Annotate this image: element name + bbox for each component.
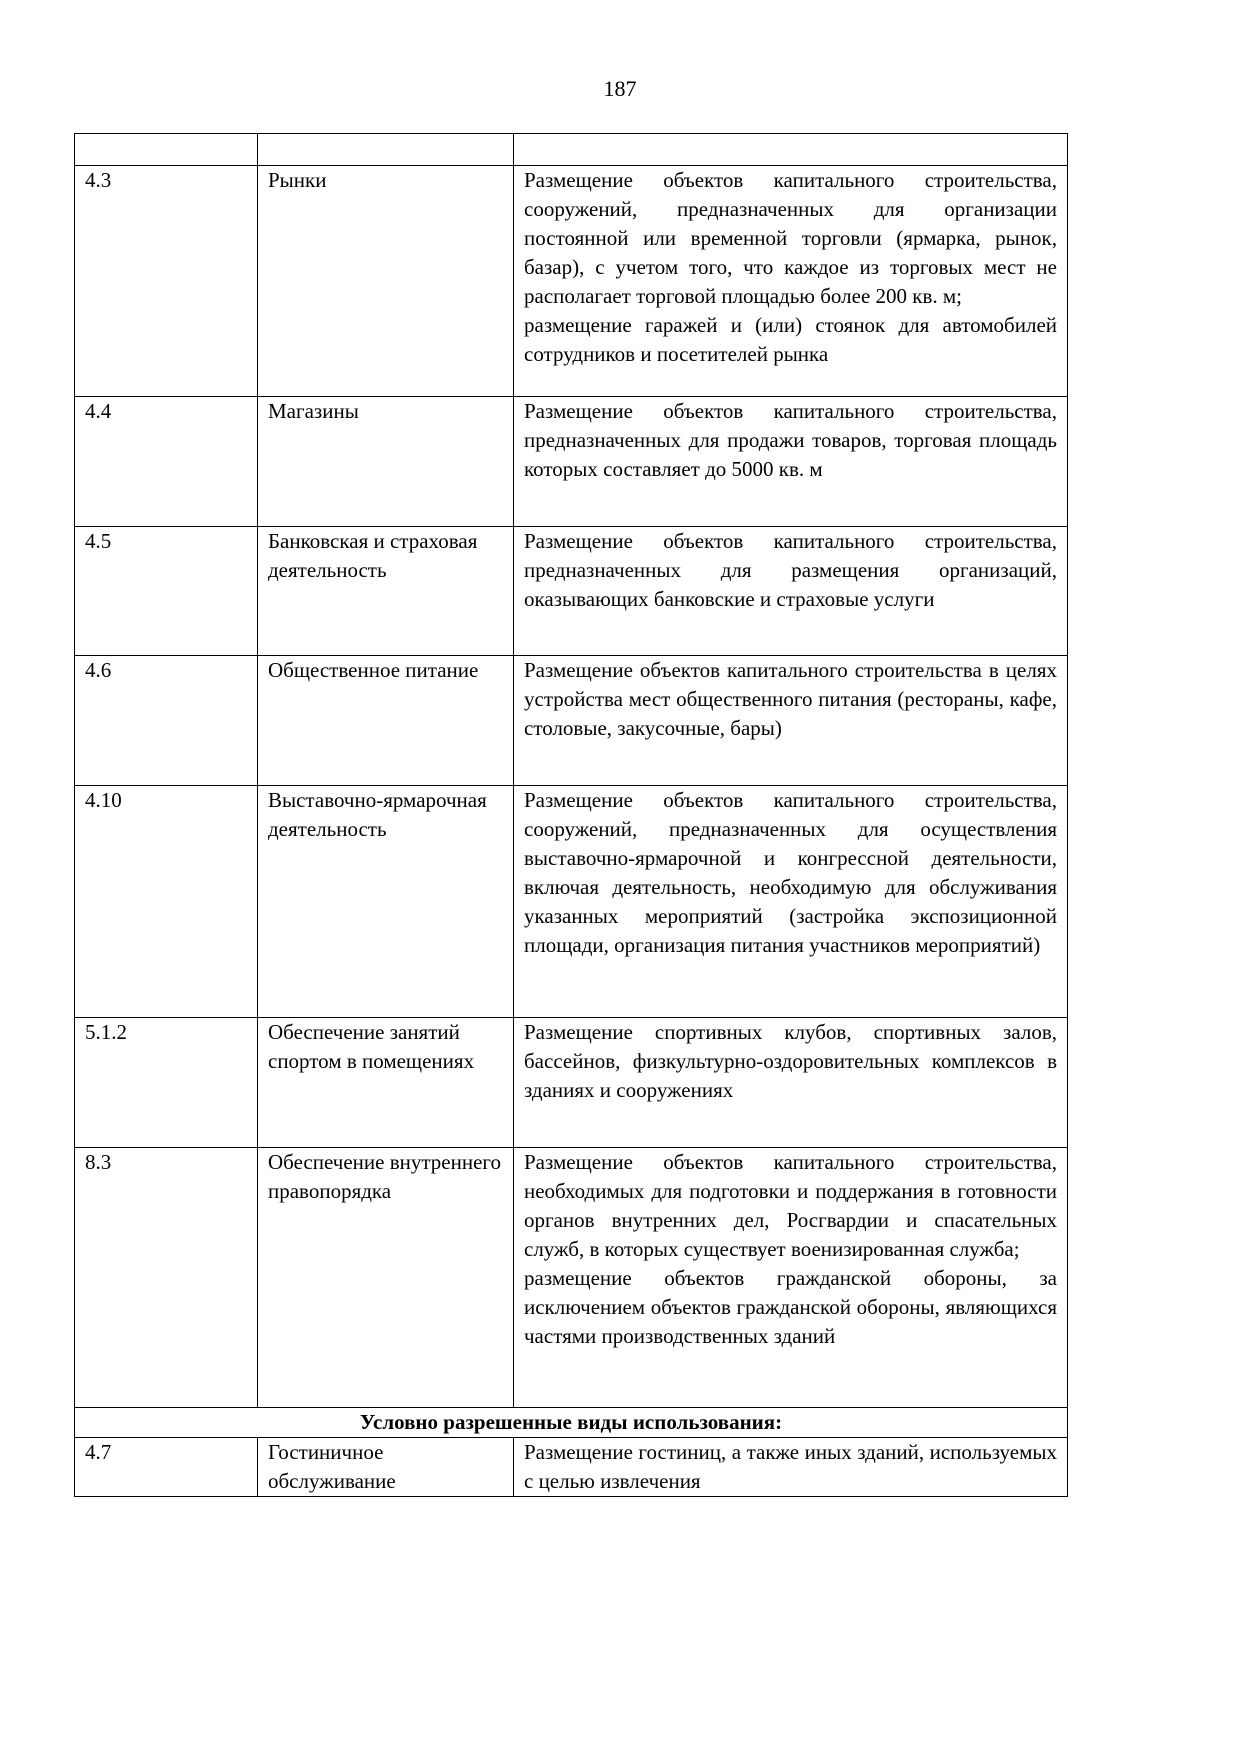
use-description <box>514 1438 1068 1497</box>
land-use-table <box>74 133 1068 1497</box>
use-name: Магазины <box>258 397 514 527</box>
use-name: Выставочно-ярмарочная деятельность <box>258 786 514 1018</box>
use-name: Обеспечение внутреннего правопорядка <box>258 1148 514 1408</box>
use-code: 8.3 <box>75 1148 258 1408</box>
page-number: 187 <box>603 76 637 101</box>
table-row <box>75 1438 1068 1497</box>
use-code: 5.1.2 <box>75 1018 258 1148</box>
table-cell <box>258 134 514 166</box>
use-description <box>514 397 1068 527</box>
description-paragraph: размещение гаражей и (или) стоянок для автомобилей сотрудников и посетителей рынка <box>524 313 1057 366</box>
description-paragraph: Размещение объектов капитального строительства, сооружений, предназначенных для осуществления выставочно-ярмарочной и конгрессной деятельности, включая деятельность, необходимую для обслуживания указанных мероприятий (застройка экспозиционной площади, организация питания участников мероприятий) <box>524 788 1057 957</box>
use-name: Гостиничное обслуживание <box>258 1438 514 1497</box>
table-row <box>75 166 1068 397</box>
table-cell <box>514 134 1068 166</box>
table-row <box>75 1018 1068 1148</box>
use-code: 4.10 <box>75 786 258 1018</box>
table-row <box>75 786 1068 1018</box>
use-code: 4.3 <box>75 166 258 397</box>
use-name: Рынки <box>258 166 514 397</box>
use-description <box>514 166 1068 397</box>
table-cell <box>75 134 258 166</box>
use-name: Общественное питание <box>258 656 514 786</box>
table-row <box>75 1148 1068 1408</box>
use-code: 4.5 <box>75 527 258 656</box>
table-header-row <box>75 134 1068 166</box>
table-row <box>75 656 1068 786</box>
section-title: Условно разрешенные виды использования: <box>75 1408 1068 1438</box>
use-description <box>514 1018 1068 1148</box>
use-code: 4.4 <box>75 397 258 527</box>
description-paragraph: Размещение спортивных клубов, спортивных залов, бассейнов, физкультурно-оздоровительных комплексов в зданиях и сооружениях <box>524 1020 1057 1102</box>
table-row <box>75 527 1068 656</box>
use-description <box>514 527 1068 656</box>
description-paragraph: Размещение объектов капитального строительства, необходимых для подготовки и поддержания в готовности органов внутренних дел, Росгвардии и спасательных служб, в которых существует военизированная служба; <box>524 1150 1057 1261</box>
description-paragraph: Размещение гостиниц, а также иных зданий, используемых с целью извлечения <box>524 1440 1057 1493</box>
description-paragraph: размещение объектов гражданской обороны, за исключением объектов гражданской обороны, являющихся частями производственных зданий <box>524 1266 1057 1348</box>
use-description <box>514 656 1068 786</box>
description-paragraph: Размещение объектов капитального строительства, предназначенных для размещения организаций, оказывающих банковские и страховые услуги <box>524 529 1057 611</box>
table-row <box>75 397 1068 527</box>
use-name: Обеспечение занятий спортом в помещениях <box>258 1018 514 1148</box>
description-paragraph: Размещение объектов капитального строительства, сооружений, предназначенных для организации постоянной или временной торговли (ярмарка, рынок, базар), с учетом того, что каждое из торговых мест не располагает торговой площадью более 200 кв. м; <box>524 168 1057 308</box>
use-code: 4.7 <box>75 1438 258 1497</box>
section-header-row <box>75 1408 1068 1438</box>
use-code: 4.6 <box>75 656 258 786</box>
use-description <box>514 1148 1068 1408</box>
description-paragraph: Размещение объектов капитального строительства, предназначенных для продажи товаров, торговая площадь которых составляет до 5000 кв. м <box>524 399 1057 481</box>
description-paragraph: Размещение объектов капитального строительства в целях устройства мест общественного питания (рестораны, кафе, столовые, закусочные, бары) <box>524 658 1057 740</box>
use-name: Банковская и страховая деятельность <box>258 527 514 656</box>
use-description <box>514 786 1068 1018</box>
